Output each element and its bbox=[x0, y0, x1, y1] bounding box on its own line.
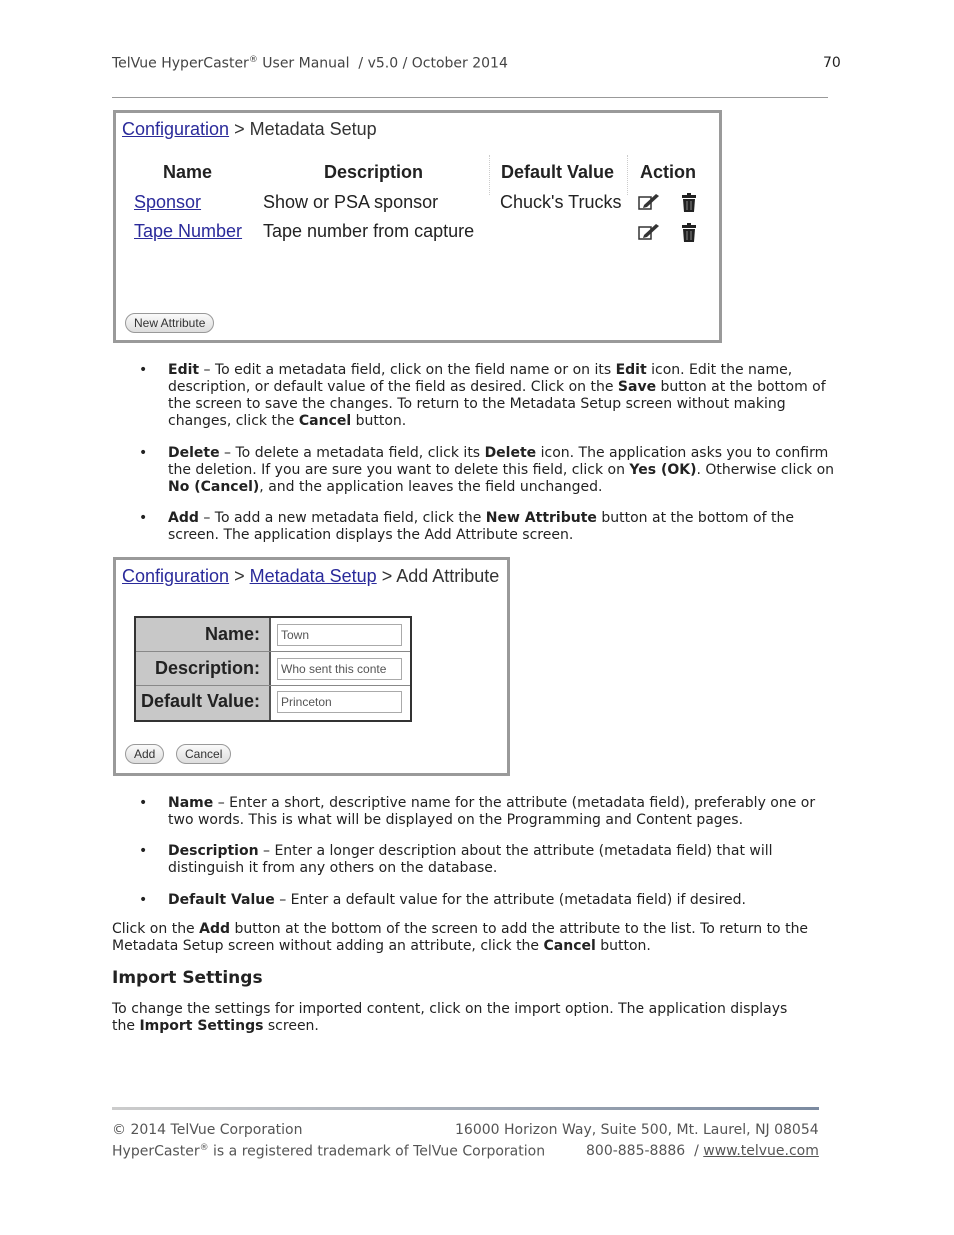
paragraph-text: button. bbox=[595, 938, 651, 954]
bullet-default-value bbox=[168, 892, 840, 909]
bold-text: New Attribute bbox=[485, 510, 597, 526]
running-header bbox=[112, 55, 508, 72]
metadata-name-link[interactable]: Sponsor bbox=[134, 192, 202, 212]
footer-contact bbox=[586, 1143, 819, 1159]
cancel-button[interactable]: Cancel bbox=[176, 744, 231, 764]
metadata-description: Tape number from capture bbox=[263, 221, 475, 241]
bullet-delete bbox=[168, 445, 840, 496]
bullet-edit bbox=[168, 362, 840, 430]
description-field[interactable]: Who sent this conte bbox=[277, 658, 402, 680]
column-divider bbox=[489, 155, 490, 195]
bullet-name bbox=[168, 795, 840, 829]
footer-address: 16000 Horizon Way, Suite 500, Mt. Laurel, NJ 08054 bbox=[455, 1122, 819, 1138]
page-number: 70 bbox=[823, 55, 841, 71]
footer-copyright: © 2014 TelVue Corporation bbox=[112, 1122, 303, 1138]
header-rule bbox=[112, 97, 828, 98]
bold-text: Add bbox=[199, 921, 231, 937]
footer-phone: 800-885-8886 / bbox=[586, 1143, 704, 1159]
trash-icon[interactable] bbox=[682, 223, 696, 242]
breadcrumb-current: Metadata Setup bbox=[249, 119, 377, 139]
bullet-marker: • bbox=[139, 445, 148, 461]
bullet-text: button. bbox=[351, 413, 407, 429]
bullet-text: , and the application leaves the field unchanged. bbox=[259, 479, 603, 495]
name-field[interactable]: Town bbox=[277, 624, 402, 646]
footer-trademark bbox=[112, 1143, 545, 1160]
bullet-marker: • bbox=[139, 795, 148, 811]
bullet-term: Delete bbox=[168, 445, 220, 461]
bullet-text: – Enter a short, descriptive name for the attribute (metadata field), preferably one or two words. This is what will be displayed on the Programming and Content pages. bbox=[168, 795, 816, 828]
breadcrumb bbox=[122, 119, 377, 140]
bullet-text: button at the bottom of the screen to save the changes. To return to the Metadata Setup screen without making changes, click the bbox=[168, 379, 826, 429]
breadcrumb-separator: > bbox=[229, 566, 250, 586]
breadcrumb-link-configuration[interactable]: Configuration bbox=[122, 119, 230, 139]
name-label: Name: bbox=[204, 624, 260, 644]
metadata-default-value: Chuck's Trucks bbox=[500, 192, 622, 212]
bold-text: Delete bbox=[484, 445, 537, 461]
description-label: Description: bbox=[154, 658, 260, 678]
bullet-marker: • bbox=[139, 892, 148, 908]
bullet-description bbox=[168, 843, 840, 877]
bullet-text: – To edit a metadata field, click on the field name or on its bbox=[199, 362, 616, 378]
column-divider bbox=[627, 155, 628, 195]
column-header-action: Action bbox=[640, 162, 696, 182]
paragraph-text: screen. bbox=[263, 1018, 319, 1034]
column-header-name: Name bbox=[163, 162, 213, 182]
column-header-default-value: Default Value bbox=[501, 162, 615, 182]
bold-text: Edit bbox=[615, 362, 647, 378]
bullet-text: button at the bottom of the screen. The application displays the Add Attribute screen. bbox=[168, 510, 794, 543]
bullet-text: icon. The application asks you to confirm the deletion. If you are sure you want to delete this field, click on bbox=[168, 445, 829, 478]
trademark-product: HyperCaster bbox=[112, 1143, 200, 1160]
default-value-label: Default Value: bbox=[140, 691, 260, 711]
bold-text: No (Cancel) bbox=[168, 479, 260, 495]
bullet-term: Add bbox=[168, 510, 199, 526]
bold-text: Yes (OK) bbox=[629, 462, 697, 478]
bullet-marker: • bbox=[139, 510, 148, 526]
metadata-name-link[interactable]: Tape Number bbox=[134, 221, 243, 241]
breadcrumb-link-configuration[interactable]: Configuration bbox=[122, 566, 230, 586]
bullet-add bbox=[168, 510, 840, 544]
footer-rule bbox=[112, 1107, 819, 1110]
row-divider bbox=[136, 685, 410, 686]
breadcrumb-separator: > bbox=[229, 119, 250, 139]
bullet-text: – Enter a longer description about the attribute (metadata field) that will distinguish it from any others on the database. bbox=[168, 843, 773, 876]
section-heading: Import Settings bbox=[112, 968, 263, 988]
bullet-text: – Enter a default value for the attribute (metadata field) if desired. bbox=[274, 892, 747, 908]
bullet-text: icon. Edit the name, description, or default value of the field as desired. Click on the bbox=[168, 362, 793, 395]
trademark-reg-mark: ® bbox=[199, 1143, 209, 1153]
edit-icon[interactable] bbox=[638, 223, 660, 241]
bold-text: Import Settings bbox=[139, 1018, 264, 1034]
breadcrumb-separator: > bbox=[376, 566, 397, 586]
breadcrumb bbox=[122, 566, 499, 587]
bullet-text: – To add a new metadata field, click the bbox=[198, 510, 486, 526]
row-divider bbox=[136, 651, 410, 652]
metadata-description: Show or PSA sponsor bbox=[263, 192, 439, 212]
paragraph-text: Click on the bbox=[112, 921, 200, 937]
bullet-term: Edit bbox=[168, 362, 200, 378]
bullet-text: . Otherwise click on bbox=[696, 462, 835, 478]
add-attribute-screenshot bbox=[113, 557, 510, 776]
trash-icon[interactable] bbox=[682, 193, 696, 212]
add-cancel-paragraph bbox=[112, 921, 832, 955]
bullet-term: Name bbox=[168, 795, 214, 811]
add-button[interactable]: Add bbox=[125, 744, 164, 764]
default-value-field[interactable]: Princeton bbox=[277, 691, 402, 713]
metadata-setup-screenshot bbox=[113, 110, 722, 343]
new-attribute-button[interactable]: New Attribute bbox=[125, 313, 214, 333]
bold-text: Cancel bbox=[543, 938, 596, 954]
paragraph-text: To change the settings for imported content, click on the import option. The application displays the bbox=[112, 1001, 788, 1034]
edit-icon[interactable] bbox=[638, 193, 660, 211]
bullet-text: – To delete a metadata field, click its bbox=[219, 445, 485, 461]
bullet-term: Default Value bbox=[168, 892, 275, 908]
paragraph-text: button at the bottom of the screen to add the attribute to the list. To return to the Metadata Setup screen without adding an attribute, click the bbox=[112, 921, 809, 954]
bold-text: Save bbox=[617, 379, 657, 395]
breadcrumb-current: Add Attribute bbox=[396, 566, 500, 586]
bullet-marker: • bbox=[139, 362, 148, 378]
website-link[interactable]: www.telvue.com bbox=[703, 1143, 819, 1159]
bullet-marker: • bbox=[139, 843, 148, 859]
breadcrumb-link-metadata-setup[interactable]: Metadata Setup bbox=[249, 566, 377, 586]
header-rest: User Manual / v5.0 / October 2014 bbox=[257, 55, 508, 72]
header-reg-mark: ® bbox=[248, 55, 258, 65]
import-settings-paragraph bbox=[112, 1001, 802, 1035]
bullet-term: Description bbox=[168, 843, 259, 859]
trademark-text: is a registered trademark of TelVue Corporation bbox=[208, 1143, 546, 1160]
column-header-description: Description bbox=[324, 162, 424, 182]
bold-text: Cancel bbox=[298, 413, 352, 429]
attribute-form bbox=[134, 616, 412, 722]
header-product: TelVue HyperCaster bbox=[112, 55, 249, 72]
